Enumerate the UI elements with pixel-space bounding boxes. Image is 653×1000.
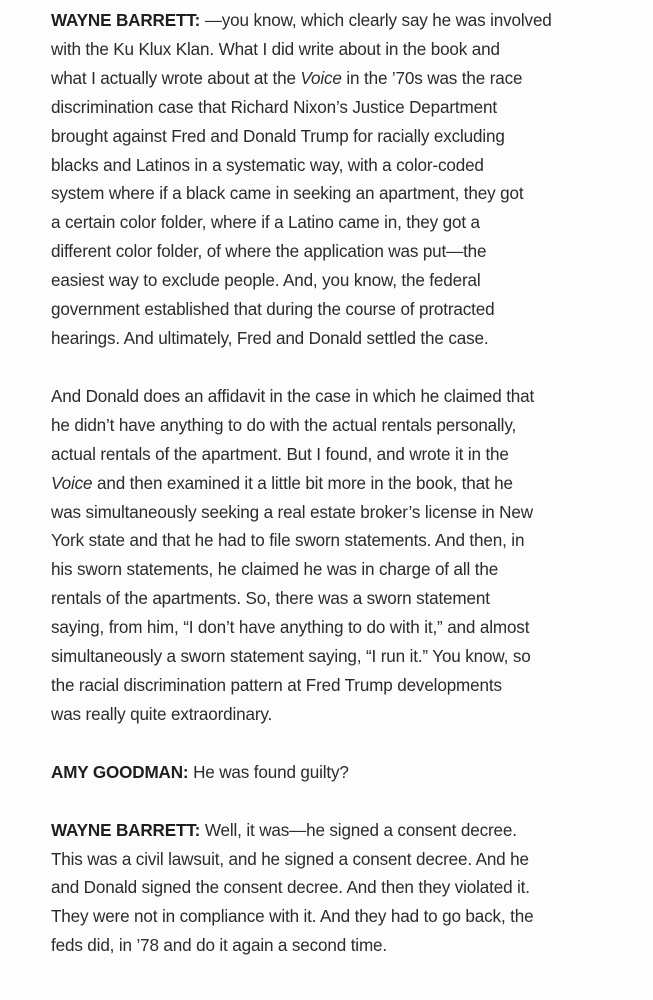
text-line	[51, 556, 641, 585]
text-line	[51, 36, 641, 65]
text-line	[51, 7, 641, 36]
text-run: blacks and Latinos in a systematic way, with a color-coded	[51, 155, 484, 175]
publication-title: Voice	[300, 68, 342, 88]
text-run: government established that during the course of protracted	[51, 300, 495, 320]
text-run: He was found guilty?	[188, 762, 349, 782]
text-line	[51, 499, 641, 528]
text-run: rentals of the apartments. So, there was a sworn statement	[51, 589, 490, 609]
text-run: system where if a black came in seeking an apartment, they got	[51, 184, 524, 204]
text-run: York state and that he had to file sworn statements. And then, in	[51, 531, 525, 551]
text-line	[51, 152, 641, 181]
text-run: what I actually wrote about at the	[51, 68, 301, 88]
text-line	[51, 614, 641, 643]
text-run: and then examined it a little bit more in the book, that he	[92, 473, 513, 493]
text-run: a certain color folder, where if a Latino came in, they got a	[51, 213, 480, 233]
text-line	[51, 643, 641, 672]
text-line	[51, 672, 641, 701]
text-run: actual rentals of the apartment. But I found, and wrote it in the	[51, 444, 509, 464]
text-run: discrimination case that Richard Nixon’s Justice Department	[51, 97, 497, 117]
transcript-paragraph	[51, 7, 641, 354]
text-line	[51, 412, 641, 441]
transcript-paragraph	[51, 383, 641, 730]
text-line	[51, 209, 641, 238]
text-line	[51, 94, 641, 123]
text-run: hearings. And ultimately, Fred and Donald settled the case.	[51, 328, 489, 348]
text-run: was really quite extraordinary.	[51, 704, 273, 724]
text-run: —you know, which clearly say he was involved	[200, 11, 552, 30]
text-run: They were not in compliance with it. And they had to go back, the	[51, 907, 534, 927]
speaker-name: WAYNE BARRETT:	[51, 11, 201, 30]
text-line	[51, 846, 641, 875]
text-run: And Donald does an affidavit in the case in which he claimed that	[51, 386, 535, 406]
text-run: he didn’t have anything to do with the actual rentals personally,	[51, 415, 517, 435]
transcript-paragraph	[51, 817, 641, 962]
text-line	[51, 180, 641, 209]
text-line	[51, 874, 641, 903]
text-run: brought against Fred and Donald Trump for racially excluding	[51, 126, 505, 146]
text-run: Well, it was—he signed a consent decree.	[200, 820, 517, 840]
text-run: This was a civil lawsuit, and he signed a consent decree. And he	[51, 849, 529, 869]
transcript-paragraph	[51, 759, 641, 788]
text-run: the racial discrimination pattern at Fred Trump developments	[51, 675, 502, 695]
text-run: was simultaneously seeking a real estate broker’s license in New	[51, 502, 533, 522]
text-line	[51, 903, 641, 932]
text-line	[51, 65, 641, 94]
text-run: in the ’70s was the race	[341, 68, 523, 88]
text-line	[51, 817, 641, 846]
text-line	[51, 123, 641, 152]
text-line	[51, 267, 641, 296]
text-line	[51, 585, 641, 614]
text-run: different color folder, of where the application was put—the	[51, 242, 487, 262]
text-line	[51, 238, 641, 267]
text-run: and Donald signed the consent decree. And then they violated it.	[51, 878, 530, 898]
transcript-body	[51, 7, 641, 961]
text-line	[51, 470, 641, 499]
speaker-name: AMY GOODMAN:	[51, 762, 189, 782]
speaker-name: WAYNE BARRETT:	[51, 820, 201, 840]
text-line	[51, 441, 641, 470]
text-run: his sworn statements, he claimed he was in charge of all the	[51, 560, 499, 580]
text-line	[51, 296, 641, 325]
text-line	[51, 759, 641, 788]
text-run: simultaneously a sworn statement saying, “I run it.” You know, so	[51, 647, 531, 667]
text-run: easiest way to exclude people. And, you know, the federal	[51, 271, 481, 291]
text-line	[51, 932, 641, 961]
text-line	[51, 527, 641, 556]
publication-title: Voice	[51, 473, 93, 493]
text-line	[51, 383, 641, 412]
text-run: with the Ku Klux Klan. What I did write about in the book and	[51, 39, 500, 59]
text-run: saying, from him, “I don’t have anything to do with it,” and almost	[51, 618, 530, 638]
text-run: feds did, in ’78 and do it again a second time.	[51, 936, 388, 956]
text-line	[51, 701, 641, 730]
text-line	[51, 325, 641, 354]
